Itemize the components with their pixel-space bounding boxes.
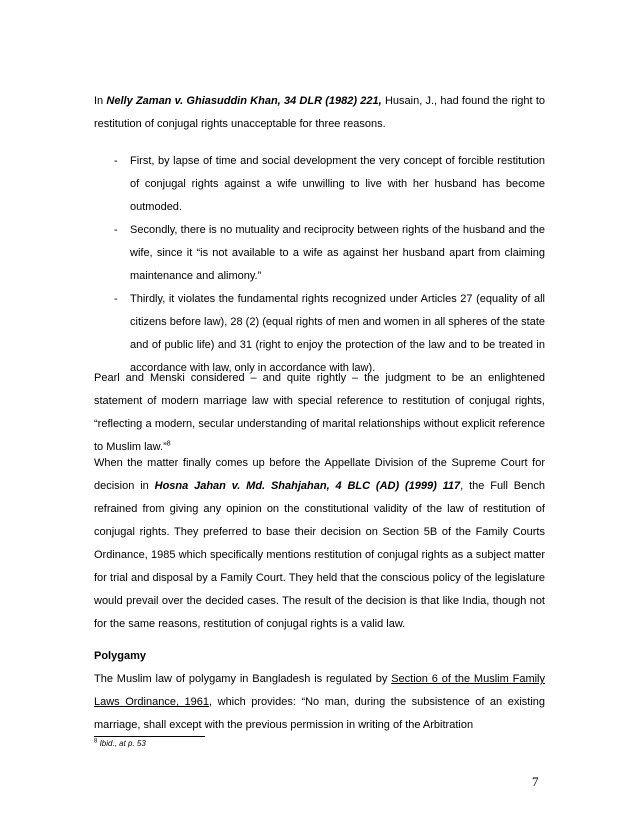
case-citation-nelly-zaman: Nelly Zaman v. Ghiasuddin Khan, 34 DLR (1982) 221, xyxy=(106,95,382,107)
section-heading-polygamy: Polygamy xyxy=(94,650,146,662)
para4-pre: The Muslim law of polygamy in Bangladesh is regulated by xyxy=(94,673,392,685)
list-item-text: Thirdly, it violates the fundamental rights recognized under Articles 27 (equality of all citizens before law), 28 (2) (equal rights of men and women in all spheres of the state and of public life) and 31 (right to enjoy the protection of the law and to be treated in accordance with law, only in accordance with law). xyxy=(130,293,545,374)
bullet-dash: - xyxy=(114,293,118,305)
reasons-list xyxy=(94,150,545,380)
footnote xyxy=(94,738,146,750)
footnote-number: 8 xyxy=(94,738,98,745)
para3-pre: When the matter finally comes up before the Appellate Division of the Supreme Court for decision in xyxy=(94,457,545,492)
para1-pre: In xyxy=(94,95,107,107)
page-number: 7 xyxy=(532,774,539,789)
list-item-text: Secondly, there is no mutuality and reciprocity between rights of the husband and the wife, since it “is not available to a wife as against her husband apart from claiming maintenance and alimony.” xyxy=(130,224,545,282)
para1-post: Husain, J., had found the right to restitution of conjugal rights unacceptable for three reasons. xyxy=(94,95,546,130)
footnote-divider xyxy=(94,736,205,737)
para3-post: , the Full Bench refrained from giving any opinion on the constitutional validity of the law of restitution of conjugal rights. They preferred to base their decision on Section 5B of the Family Courts Ordinance, 1985 which specifically mentions restitution of conjugal rights as a subject matter for trial and disposal by a Family Court. They held that the conscious policy of the legislature would prevail over the decided cases. The result of the decision is that like India, though not for the same reasons, restitution of conjugal rights is a valid law. xyxy=(94,480,545,630)
bullet-dash: - xyxy=(114,224,118,236)
footnote-text: Ibid., at p. 53 xyxy=(99,739,146,748)
list-item xyxy=(94,219,545,288)
paragraph-pearl-menski xyxy=(94,367,545,459)
footnote-reference[interactable]: 8 xyxy=(166,440,171,448)
paragraph-appellate-division xyxy=(94,452,545,636)
case-citation-hosna-jahan: Hosna Jahan v. Md. Shahjahan, 4 BLC (AD) (1999) 117 xyxy=(154,480,461,492)
paragraph-polygamy xyxy=(94,668,545,737)
para4-post: , which provides: “No man, during the subsistence of an existing marriage, shall except with the previous permission in writing of the Arbitration xyxy=(94,696,546,731)
statute-link[interactable]: Section 6 of the Muslim Family Laws Ordinance, 1961 xyxy=(94,673,545,708)
list-item xyxy=(94,150,545,219)
paragraph-nelly-zaman xyxy=(94,90,545,136)
para2-text: Pearl and Menski considered – and quite rightly – the judgment to be an enlightened statement of modern marriage law with special reference to restitution of conjugal rights, “reflecting a modern, secular understanding of marital relationships without explicit reference to Muslim law.” xyxy=(94,372,545,453)
list-item-text: First, by lapse of time and social development the very concept of forcible restitution of conjugal rights against a wife unwilling to live with her husband has become outmoded. xyxy=(130,155,545,213)
bullet-dash: - xyxy=(114,155,118,167)
